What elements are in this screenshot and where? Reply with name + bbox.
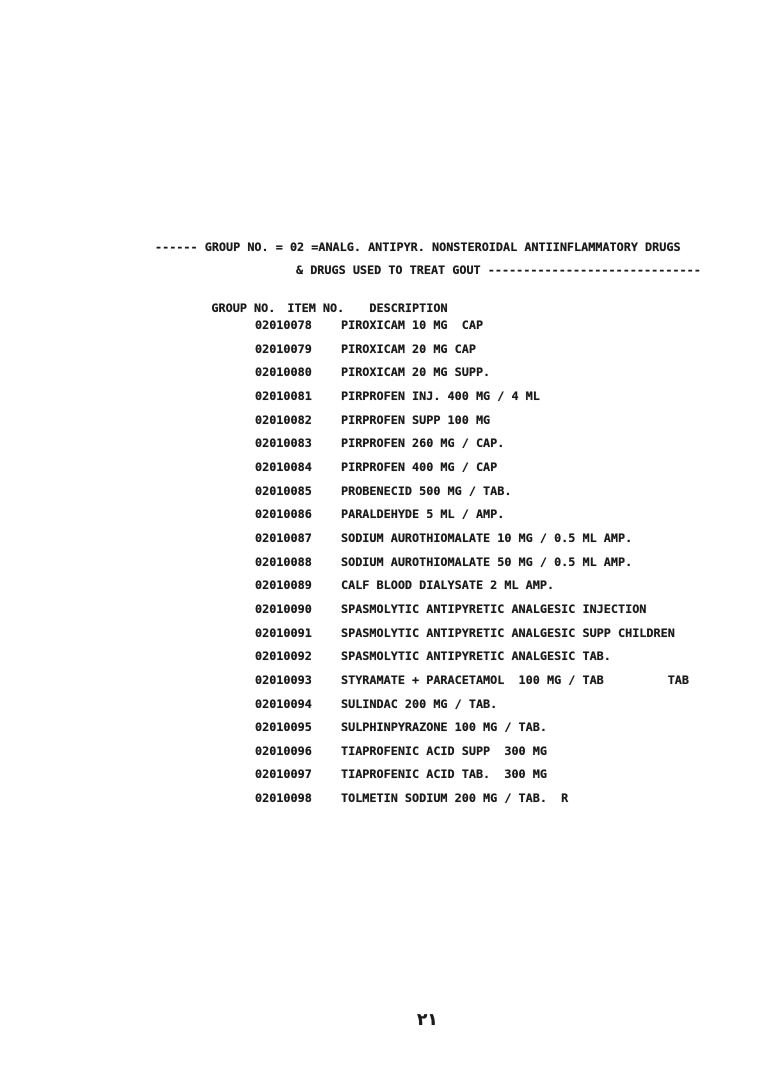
table-row: [255, 602, 758, 626]
item-no-cell: 02010079: [255, 341, 312, 356]
table-row: [255, 767, 758, 791]
description-cell: TIAPROFENIC ACID TAB. 300 MG: [341, 767, 547, 782]
description-cell: PIRPROFEN 400 MG / CAP: [341, 459, 498, 474]
description-cell: PIRPROFEN 260 MG / CAP.: [341, 436, 505, 451]
table-row: [255, 697, 758, 721]
table-row: [255, 436, 758, 460]
table-row: [255, 649, 758, 673]
description-cell: PROBENECID 500 MG / TAB.: [341, 483, 512, 498]
item-no-cell: 02010091: [255, 625, 312, 640]
item-no-cell: 02010092: [255, 649, 312, 664]
description-cell: TIAPROFENIC ACID SUPP 300 MG: [341, 743, 547, 758]
description-cell: SPASMOLYTIC ANTIPYRETIC ANALGESIC INJECTION: [341, 601, 647, 616]
item-no-cell: 02010085: [255, 483, 312, 498]
item-no-cell: 02010078: [255, 318, 312, 332]
item-no-cell: 02010096: [255, 743, 312, 758]
description-cell: SODIUM AUROTHIOMALATE 10 MG / 0.5 ML AMP.: [341, 530, 633, 545]
item-no-cell: 02010097: [255, 767, 312, 782]
table-row: [255, 555, 758, 579]
item-no-cell: 02010095: [255, 720, 312, 735]
item-no-cell: 02010082: [255, 412, 312, 427]
description-cell: CALF BLOOD DIALYSATE 2 ML AMP.: [341, 578, 555, 593]
table-row: [255, 531, 758, 555]
description-cell: SULINDAC 200 MG / TAB.: [341, 696, 498, 711]
item-no-cell: 02010086: [255, 507, 312, 522]
description-cell: PIRPROFEN SUPP 100 MG: [341, 412, 491, 427]
table-row: [255, 389, 758, 413]
table-row: [255, 507, 758, 531]
group-header-line1: ------ GROUP NO. = 02 =ANALG. ANTIPYR. NONSTEROIDAL ANTIINFLAMMATORY DRUGS: [155, 240, 681, 254]
table-row: [255, 626, 758, 650]
description-cell: SPASMOLYTIC ANTIPYRETIC ANALGESIC SUPP CHILDREN: [341, 625, 675, 640]
description-cell: STYRAMATE + PARACETAMOL 100 MG / TAB TAB: [341, 672, 690, 687]
item-no-cell: 02010087: [255, 530, 312, 545]
table-row: [255, 720, 758, 744]
description-cell: SULPHINPYRAZONE 100 MG / TAB.: [341, 720, 547, 735]
table-row: [255, 413, 758, 437]
table-row: [255, 673, 758, 697]
description-cell: PIROXICAM 20 MG CAP: [341, 341, 476, 356]
item-no-cell: 02010080: [255, 365, 312, 380]
group-header-line2: & DRUGS USED TO TREAT GOUT ------------------------------: [296, 263, 701, 277]
item-no-cell: 02010088: [255, 554, 312, 569]
drug-list: [255, 318, 758, 815]
page-number: ٢١: [417, 1010, 438, 1030]
item-no-cell: 02010084: [255, 459, 312, 474]
description-cell: SODIUM AUROTHIOMALATE 50 MG / 0.5 ML AMP.: [341, 554, 633, 569]
table-row: [255, 318, 758, 342]
table-row: [255, 342, 758, 366]
item-no-cell: 02010083: [255, 436, 312, 451]
description-cell: PARALDEHYDE 5 ML / AMP.: [341, 507, 505, 522]
item-no-cell: 02010081: [255, 388, 312, 403]
description-cell: PIROXICAM 20 MG SUPP.: [341, 365, 491, 380]
item-no-cell: 02010094: [255, 696, 312, 711]
column-header-group-no: GROUP NO.: [211, 301, 276, 315]
table-row: [255, 744, 758, 768]
table-row: [255, 484, 758, 508]
table-row: [255, 460, 758, 484]
item-no-cell: 02010093: [255, 672, 312, 687]
item-no-cell: 02010090: [255, 601, 312, 616]
table-row: [255, 365, 758, 389]
table-row: [255, 791, 758, 815]
description-cell: TOLMETIN SODIUM 200 MG / TAB. R: [341, 791, 569, 806]
description-cell: SPASMOLYTIC ANTIPYRETIC ANALGESIC TAB.: [341, 649, 611, 664]
column-header-description: DESCRIPTION: [369, 301, 448, 315]
description-cell: PIROXICAM 10 MG CAP: [341, 318, 484, 332]
table-row: [255, 578, 758, 602]
column-header-item-no: ITEM NO.: [287, 301, 345, 315]
description-cell: PIRPROFEN INJ. 400 MG / 4 ML: [341, 388, 540, 403]
item-no-cell: 02010098: [255, 791, 312, 806]
item-no-cell: 02010089: [255, 578, 312, 593]
